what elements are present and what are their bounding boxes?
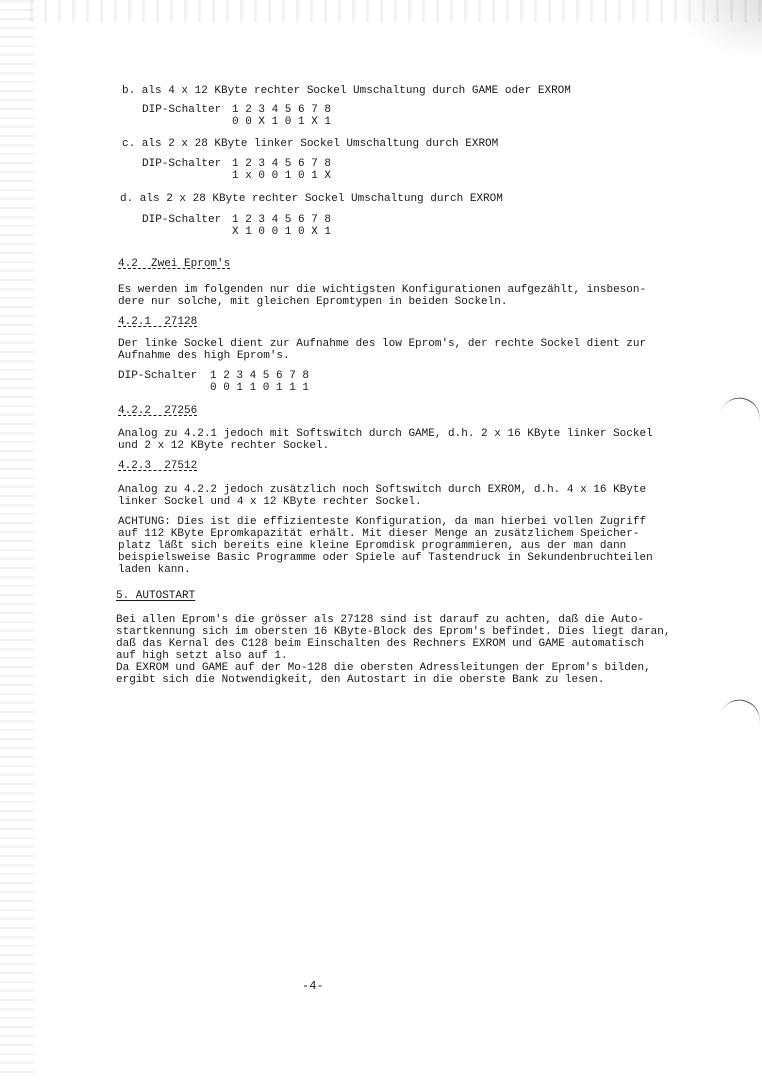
dip-switch-label: DIP-Schalter: [142, 104, 222, 116]
dip-switch-numbers: 1 2 3 4 5 6 7 8: [210, 370, 310, 382]
dip-switch-values: 1 x 0 0 1 0 1 X: [232, 170, 332, 182]
paragraph-line: Aufnahme des high Eprom's.: [118, 350, 290, 362]
dip-switch-label: DIP-Schalter: [142, 214, 222, 226]
paragraph-line: dere nur solche, mit gleichen Epromtypen in beiden Sockeln.: [118, 296, 508, 308]
warning-line: beispielsweise Basic Programme oder Spiele auf Tastendruck in Sekundenbruchteilen: [118, 552, 653, 564]
dip-switch-values: X 1 0 0 1 0 X 1: [232, 226, 332, 238]
paragraph-line: und 2 x 12 KByte rechter Sockel.: [118, 440, 330, 452]
paragraph-line: Da EXROM und GAME auf der Mo-128 die obersten Adressleitungen der Eprom's bilden,: [116, 662, 651, 674]
scan-artifact-top: [30, 0, 762, 22]
section-c-heading: c. als 2 x 28 KByte linker Sockel Umschaltung durch EXROM: [122, 138, 499, 150]
scan-corner-shadow: [672, 0, 762, 60]
warning-line: platz läßt sich bereits eine kleine Epromdisk programmieren, aus der man dann: [118, 540, 627, 552]
dip-switch-label: DIP-Schalter: [118, 370, 198, 382]
paragraph-line: Analog zu 4.2.1 jedoch mit Softswitch durch GAME, d.h. 2 x 16 KByte linker Sockel: [118, 428, 653, 440]
punch-hole-mark: [719, 392, 762, 428]
section-4-2-1-heading: 4.2.1 27128: [118, 316, 198, 328]
dip-switch-values: 0 0 X 1 0 1 X 1: [232, 116, 332, 128]
warning-line: laden kann.: [118, 564, 191, 576]
section-4-2-3-heading: 4.2.3 27512: [118, 460, 198, 472]
paragraph-line: Der linke Sockel dient zur Aufnahme des low Eprom's, der rechte Sockel dient zur: [118, 338, 647, 350]
dip-switch-values: 0 0 1 1 0 1 1 1: [210, 382, 310, 394]
section-d-heading: d. als 2 x 28 KByte rechter Sockel Umschaltung durch EXROM: [120, 193, 503, 205]
page-number: -4-: [302, 979, 324, 993]
section-4-2-2-heading: 4.2.2 27256: [118, 405, 198, 417]
paragraph-line: auf high setzt also auf 1.: [116, 650, 288, 662]
paragraph-line: Bei allen Eprom's die grösser als 27128 sind ist darauf zu achten, daß die Auto-: [116, 614, 645, 626]
paragraph-line: ergibt sich die Notwendigkeit, den Autostart in die oberste Bank zu lesen.: [116, 674, 605, 686]
punch-hole-mark: [719, 694, 762, 730]
paragraph-line: Es werden im folgenden nur die wichtigsten Konfigurationen aufgezählt, insbeson-: [118, 284, 647, 296]
dip-switch-numbers: 1 2 3 4 5 6 7 8: [232, 158, 332, 170]
scan-artifact-left: [0, 0, 34, 1080]
paragraph-line: Analog zu 4.2.2 jedoch zusätzlich noch Softswitch durch EXROM, d.h. 4 x 16 KByte: [118, 484, 647, 496]
section-5-heading: 5. AUTOSTART: [116, 590, 196, 602]
warning-line: ACHTUNG: Dies ist die effizienteste Konfiguration, da man hierbei vollen Zugriff: [118, 516, 647, 528]
paragraph-line: linker Sockel und 4 x 12 KByte rechter Sockel.: [118, 496, 422, 508]
section-b-heading: b. als 4 x 12 KByte rechter Sockel Umschaltung durch GAME oder EXROM: [122, 85, 571, 97]
paragraph-line: daß das Kernal des C128 beim Einschalten des Rechners EXROM und GAME automatisch: [116, 638, 645, 650]
dip-switch-numbers: 1 2 3 4 5 6 7 8: [232, 104, 332, 116]
warning-line: auf 112 KByte Epromkapazität erhält. Mit dieser Menge an zusätzlichem Speicher-: [118, 528, 640, 540]
section-4-2-heading: 4.2 Zwei Eprom's: [118, 258, 231, 270]
paragraph-line: startkennung sich im obersten 16 KByte-Block des Eprom's befindet. Dies liegt daran,: [116, 626, 671, 638]
dip-switch-numbers: 1 2 3 4 5 6 7 8: [232, 214, 332, 226]
dip-switch-label: DIP-Schalter: [142, 158, 222, 170]
